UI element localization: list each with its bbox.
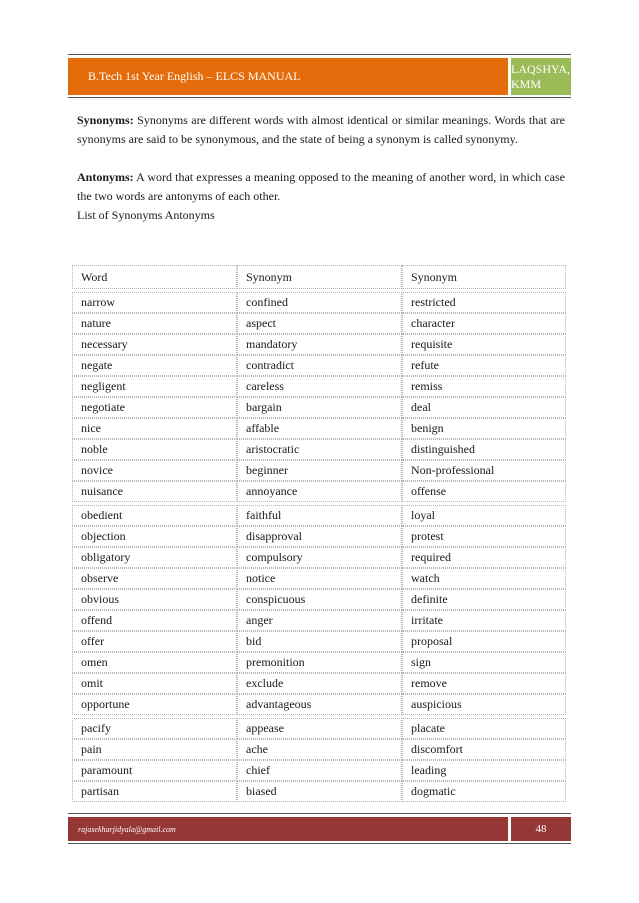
page-footer [68,817,571,841]
page-number: 48 [511,817,571,841]
table-row [72,481,566,502]
word-cell: observe [72,568,237,589]
synonym-cell: affable [237,418,402,439]
table-row [72,334,566,355]
word-cell: pain [72,739,237,760]
synonym-cell: contradict [237,355,402,376]
synonym-cell: character [402,313,566,334]
synonym-cell: remove [402,673,566,694]
synonym-cell: loyal [402,505,566,526]
synonym-cell: irritate [402,610,566,631]
word-cell: negotiate [72,397,237,418]
word-cell: narrow [72,292,237,313]
synonym-cell: beginner [237,460,402,481]
synonym-cell: anger [237,610,402,631]
word-cell: nice [72,418,237,439]
table-row [72,610,566,631]
word-cell: paramount [72,760,237,781]
synonym-cell: annoyance [237,481,402,502]
word-cell: negligent [72,376,237,397]
synonyms-paragraph [77,111,565,149]
footer-rule [68,813,571,814]
footer-email: rajasekharjidyala@gmail.com [68,817,508,841]
table-row [72,718,566,739]
synonym-cell: distinguished [402,439,566,460]
synonym-cell: offense [402,481,566,502]
table-row [72,526,566,547]
table-row [72,439,566,460]
antonyms-text: A word that expresses a meaning opposed to the meaning of another word, in which case the two words are antonyms of each other. [77,170,565,203]
intro-section [77,111,565,225]
synonym-cell: chief [237,760,402,781]
table-row [72,547,566,568]
synonym-cell: conspicuous [237,589,402,610]
page-header [68,58,571,95]
header-tag: LAQSHYA, KMM [511,58,571,95]
word-cell: noble [72,439,237,460]
word-cell: omit [72,673,237,694]
synonym-cell: bargain [237,397,402,418]
table-row [72,418,566,439]
synonym-cell: aristocratic [237,439,402,460]
synonym-cell: proposal [402,631,566,652]
synonym-cell: notice [237,568,402,589]
word-cell: negate [72,355,237,376]
synonym-cell: compulsory [237,547,402,568]
synonym-cell: exclude [237,673,402,694]
table-row [72,760,566,781]
table-row [72,739,566,760]
synonym-cell: auspicious [402,694,566,715]
synonym-cell: discomfort [402,739,566,760]
synonym-cell: biased [237,781,402,802]
antonyms-paragraph [77,168,565,206]
table-row [72,397,566,418]
table-header-row [72,265,566,289]
synonym-cell: required [402,547,566,568]
synonyms-text: Synonyms are different words with almost identical or similar meanings. Words that are synonyms are said to be synonymous, and the state of being a synonym is called synonymy. [77,113,565,146]
synonym-cell: mandatory [237,334,402,355]
list-title: List of Synonyms Antonyms [77,208,215,222]
word-cell: obedient [72,505,237,526]
synonym-cell: refute [402,355,566,376]
word-cell: objection [72,526,237,547]
word-cell: novice [72,460,237,481]
table-row [72,568,566,589]
synonym-cell: careless [237,376,402,397]
header-title: B.Tech 1st Year English – ELCS MANUAL [68,58,508,95]
table-row [72,781,566,802]
word-cell: partisan [72,781,237,802]
synonym-cell: deal [402,397,566,418]
synonym-cell: restricted [402,292,566,313]
word-cell: obvious [72,589,237,610]
synonym-cell: confined [237,292,402,313]
synonym-cell: dogmatic [402,781,566,802]
word-cell: offer [72,631,237,652]
table-row [72,589,566,610]
header-cell: Word [72,265,237,289]
synonym-cell: protest [402,526,566,547]
synonym-cell: ache [237,739,402,760]
synonym-cell: disapproval [237,526,402,547]
synonym-cell: placate [402,718,566,739]
synonyms-table [72,265,566,802]
synonym-cell: aspect [237,313,402,334]
word-cell: offend [72,610,237,631]
table-row [72,376,566,397]
synonym-cell: leading [402,760,566,781]
word-cell: opportune [72,694,237,715]
footer-rule-bottom [68,843,571,844]
table-row [72,355,566,376]
table-row [72,505,566,526]
synonym-cell: remiss [402,376,566,397]
header-rule [68,54,571,55]
synonym-cell: faithful [237,505,402,526]
word-cell: nuisance [72,481,237,502]
synonym-cell: premonition [237,652,402,673]
synonym-cell: benign [402,418,566,439]
word-cell: obligatory [72,547,237,568]
header-cell: Synonym [237,265,402,289]
synonym-cell: Non-professional [402,460,566,481]
table-row [72,652,566,673]
synonym-cell: advantageous [237,694,402,715]
word-cell: nature [72,313,237,334]
table-row [72,694,566,715]
synonym-cell: requisite [402,334,566,355]
word-cell: pacify [72,718,237,739]
synonyms-label: Synonyms: [77,113,134,127]
synonym-cell: sign [402,652,566,673]
synonym-cell: watch [402,568,566,589]
header-rule-bottom [68,97,571,98]
synonym-cell: definite [402,589,566,610]
word-cell: omen [72,652,237,673]
synonym-cell: appease [237,718,402,739]
table-row [72,631,566,652]
table-row [72,292,566,313]
synonym-cell: bid [237,631,402,652]
table-row [72,313,566,334]
header-cell: Synonym [402,265,566,289]
table-row [72,460,566,481]
antonyms-label: Antonyms: [77,170,134,184]
table-row [72,673,566,694]
word-cell: necessary [72,334,237,355]
